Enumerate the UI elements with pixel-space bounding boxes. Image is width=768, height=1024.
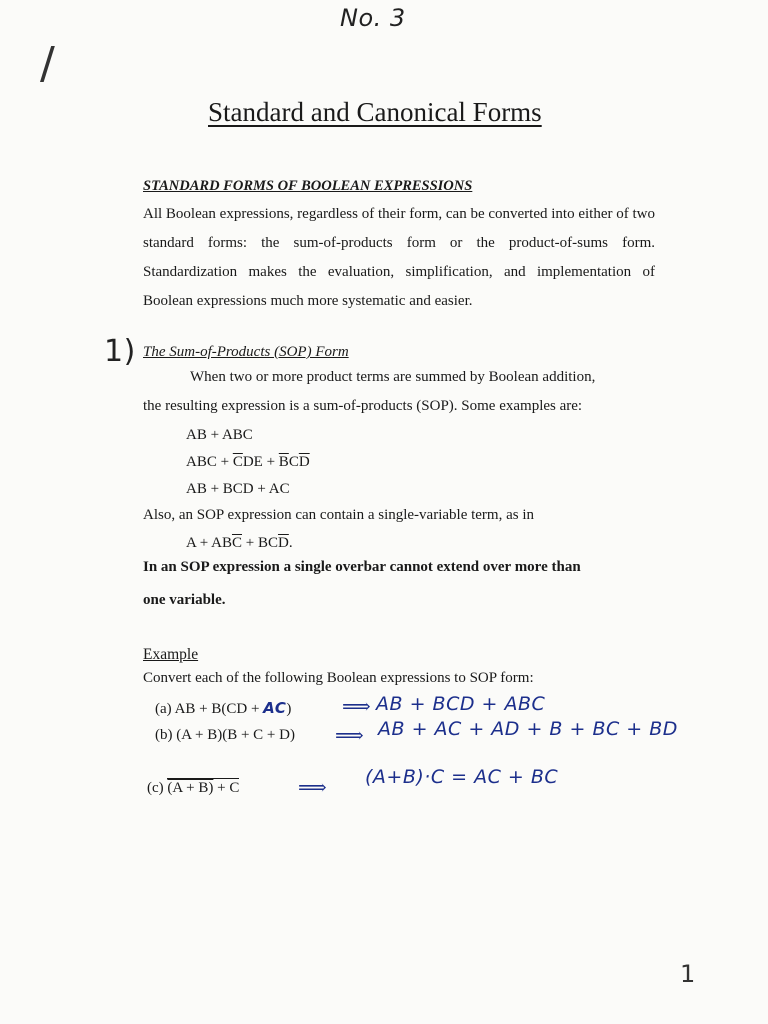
sop-subheading: The Sum-of-Products (SOP) Form — [143, 344, 349, 360]
expr-part: + BC — [242, 535, 278, 551]
sop-rule-line-2: one variable. — [143, 592, 226, 608]
expr-part: C — [288, 454, 299, 470]
section-heading: STANDARD FORMS OF BOOLEAN EXPRESSIONS — [143, 178, 473, 194]
expr-part: DE + — [242, 454, 279, 470]
expr-part: (c) — [147, 780, 168, 796]
page-number-note: No. 3 — [340, 4, 406, 32]
expr-part: A + AB — [186, 535, 232, 551]
example-prompt: Convert each of the following Boolean expressions to SOP form: — [143, 670, 534, 686]
sop-example-1: AB + ABC — [186, 427, 253, 443]
sop-rule-line-1: In an SOP expression a single overbar cannot extend over more than — [143, 559, 581, 575]
footer-page-number: 1 — [680, 960, 696, 988]
expr-overbar: $\overline{D}$ — [298, 454, 310, 470]
corner-mark: / — [40, 38, 56, 89]
expr-overbar: $\overline{C}$ — [231, 535, 242, 551]
expr-part: (a) AB + B(CD + — [155, 701, 264, 717]
example-b: (b) (A + B)(B + C + D) — [155, 727, 295, 743]
arrow-b: ⟹ — [335, 725, 364, 747]
sop-example-3: AB + BCD + AC — [186, 481, 290, 497]
expr-part: ) — [286, 701, 292, 717]
intro-paragraph: All Boolean expressions, regardless of their form, can be converted into either of two standard forms: the sum-of-products form or the product-of-sums form. Standardization makes the evaluation, simplification, and implementation of Boolean expressions much more systematic and easier. — [143, 206, 655, 309]
handwritten-correction: AC — [263, 699, 287, 717]
example-c — [147, 780, 239, 797]
sop-line-2: the resulting expression is a sum-of-products (SOP). Some examples are: — [143, 398, 583, 414]
margin-number: 1) — [104, 334, 136, 369]
answer-b: AB + AC + AD + B + BC + BD — [378, 718, 678, 740]
sop-example-2 — [186, 454, 310, 471]
expr-overbar: (A + B) — [167, 780, 214, 796]
example-label: Example — [143, 646, 199, 663]
sop-line-1: When two or more product terms are summed by Boolean addition, — [190, 369, 596, 385]
answer-c: (A+B)·C = AC + BC — [365, 766, 559, 788]
expr-overbar: $\overline{D}$ — [277, 535, 289, 551]
expr-overbar: $\overline{C}$ — [232, 454, 243, 470]
page-title: Standard and Canonical Forms — [208, 97, 542, 127]
expr-part: + C — [213, 780, 240, 796]
expr-part: . — [288, 535, 293, 551]
example-a — [155, 699, 291, 718]
arrow-c: ⟹ — [298, 777, 327, 799]
answer-a: AB + BCD + ABC — [376, 693, 546, 715]
expr-overbar: $\overline{B}$ — [278, 454, 289, 470]
expr-part: ABC + — [186, 454, 233, 470]
sop-example-4 — [186, 535, 293, 552]
sop-also-line: Also, an SOP expression can contain a single-variable term, as in — [143, 507, 535, 523]
arrow-a: ⟹ — [342, 696, 371, 718]
